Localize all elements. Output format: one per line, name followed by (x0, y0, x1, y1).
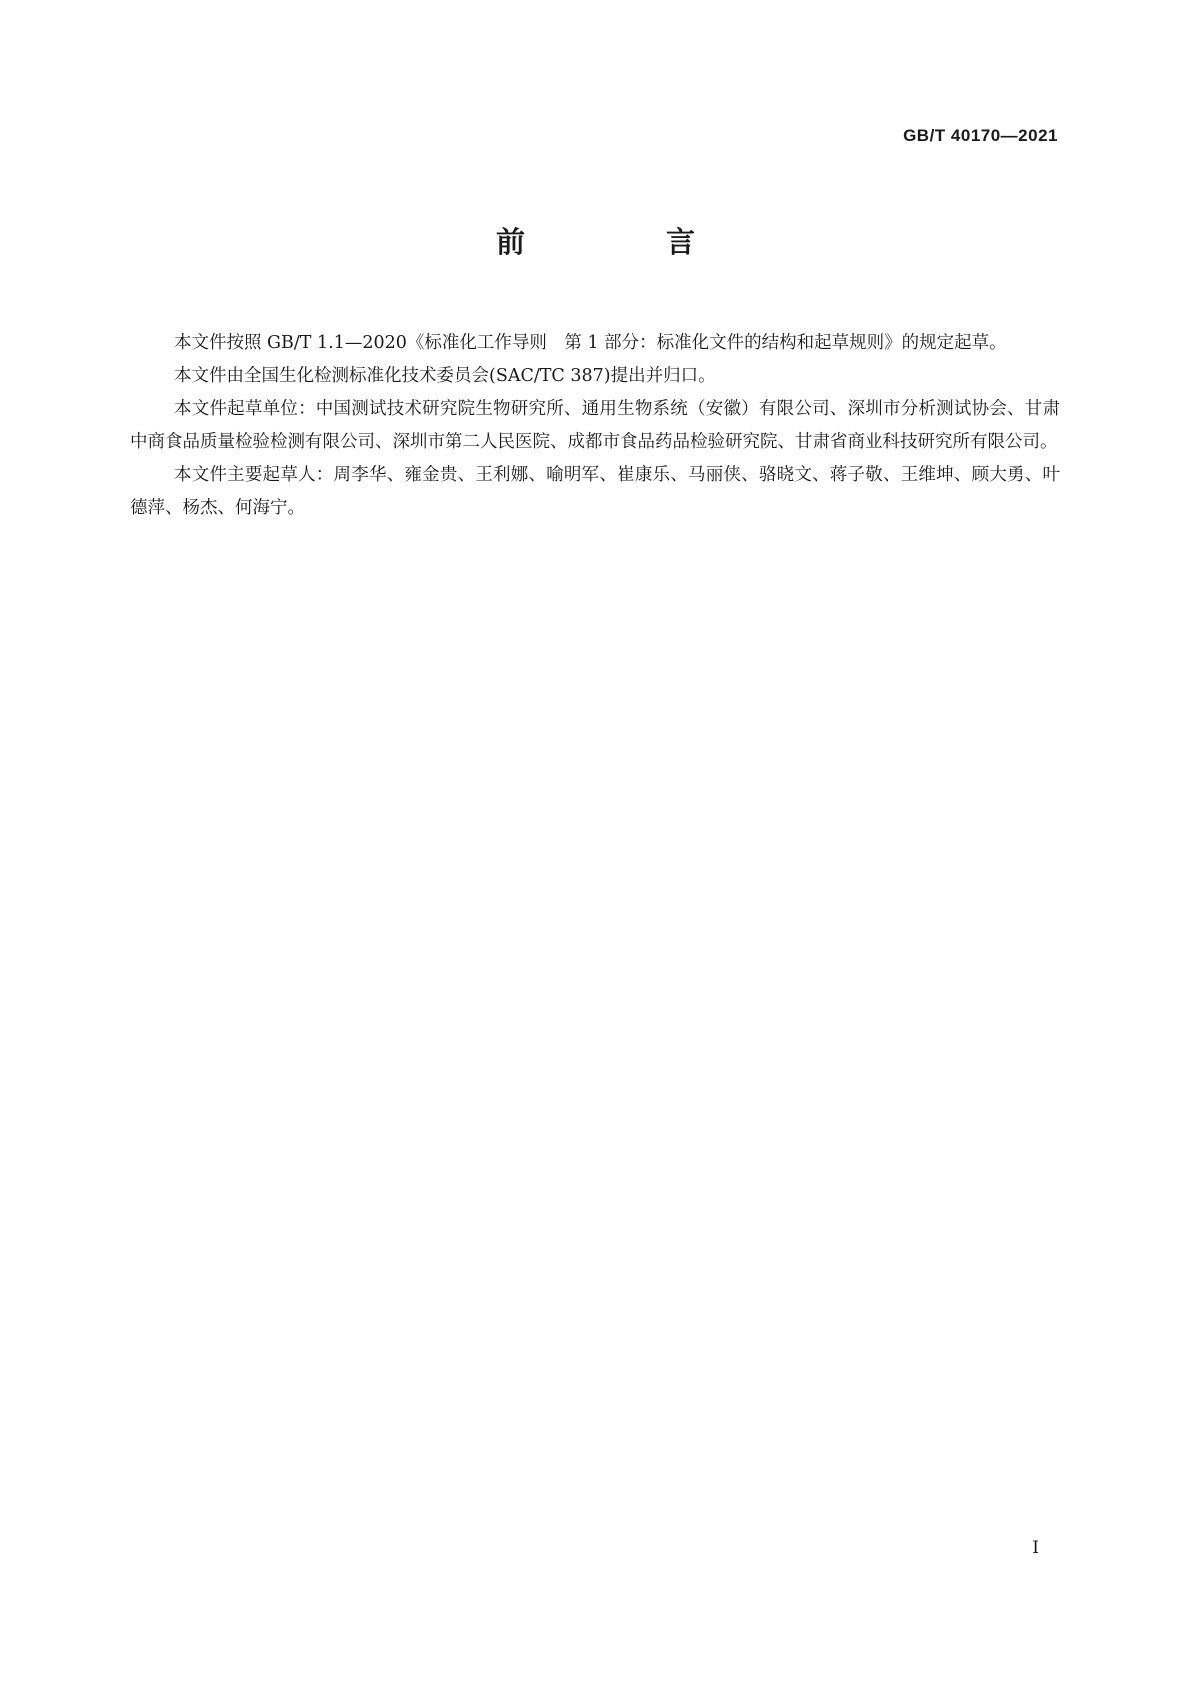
paragraph-drafting-units: 本文件起草单位：中国测试技术研究院生物研究所、通用生物系统（安徽）有限公司、深圳市分析测试协会、甘肃中商食品质量检验检测有限公司、深圳市第二人民医院、成都市食品药品检验研究院、甘肃省商业科技研究所有限公司。 (130, 399, 1060, 452)
preface-body (130, 327, 1060, 525)
page-title (0, 225, 1191, 259)
title-text: 前 言 (495, 225, 751, 259)
paragraph-drafting-rules: 本文件按照 GB/T 1.1—2020《标准化工作导则 第 1 部分：标准化文件的结构和起草规则》的规定起草。 (174, 333, 1007, 353)
paragraph-proposer: 本文件由全国生化检测标准化技术委员会(SAC/TC 387)提出并归口。 (174, 366, 716, 386)
page-number: I (1032, 1538, 1039, 1558)
paragraph-drafters: 本文件主要起草人：周李华、雍金贵、王利娜、喻明军、崔康乐、马丽侠、骆晓文、蒋子敬、王维坤、顾大勇、叶德萍、杨杰、何海宁。 (130, 465, 1060, 518)
standard-code: GB/T 40170—2021 (903, 126, 1058, 145)
